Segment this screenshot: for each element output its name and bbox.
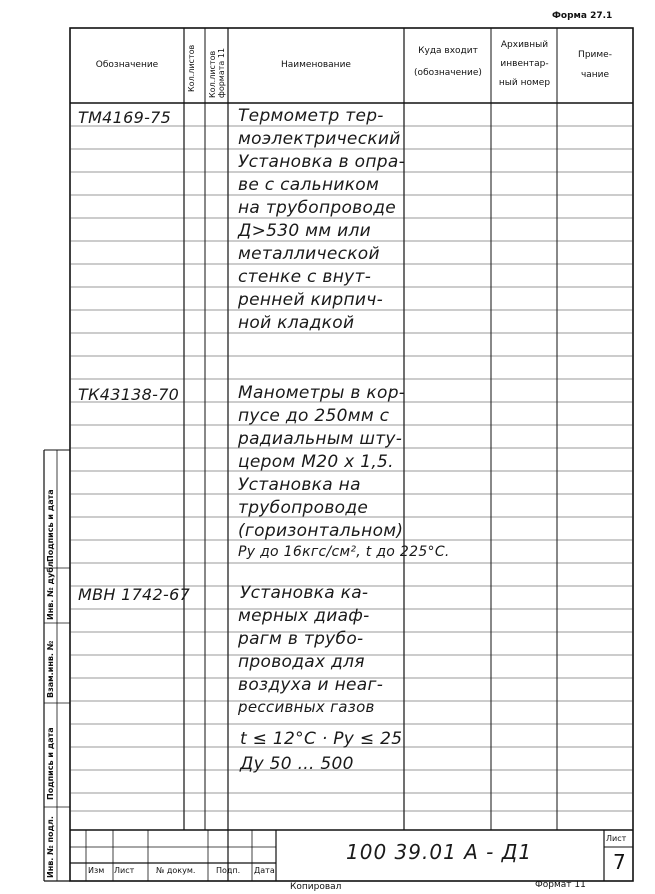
side-label-signature-date: Подпись и дата — [46, 727, 55, 800]
title-col-doc-number: № докум. — [156, 866, 196, 875]
entry-name-line: проводах для — [238, 652, 365, 672]
header-note-1: Приме- — [578, 50, 612, 60]
entry-name-line: на трубопроводе — [238, 198, 397, 218]
entry-name-line: металлической — [238, 244, 380, 264]
header-archive-1: Архивный — [500, 40, 549, 50]
entry-name-line: Ру до 16кгс/см², t до 225°С. — [238, 544, 450, 560]
side-label-signature-date-2: Подпись и дата — [46, 489, 55, 562]
header-where-used-2: (обозначение) — [414, 68, 482, 78]
entry-designation: ТК43138-70 — [78, 385, 180, 404]
title-col-signature: Подп. — [216, 866, 241, 875]
side-label-inv-original: Инв. № подл. — [46, 816, 55, 878]
entry-name-line: цером М20 х 1,5. — [238, 452, 394, 472]
entry-name-line: Установка ка- — [240, 583, 369, 603]
entry-name-line: (горизонтальном) — [238, 521, 404, 541]
footer-copied: Копировал — [290, 882, 342, 892]
entry-name-line: Установка на — [238, 475, 361, 495]
entry-name-line: моэлектрический — [238, 129, 401, 149]
entry-designation: ТМ4169-75 — [78, 108, 172, 127]
header-designation: Обозначение — [95, 60, 159, 70]
side-label-replace-inv: Взам.инв. № — [46, 640, 55, 698]
header-name: Наименование — [281, 60, 351, 70]
entry-name-line: Ду 50 ... 500 — [240, 754, 354, 774]
entry-name-line: стенке с внут- — [238, 267, 372, 287]
entry-name-line: Установка в опра- — [238, 152, 406, 172]
entry-designation: МВН 1742-67 — [78, 585, 191, 604]
entry-name-line: ной кладкой — [238, 313, 355, 333]
entry-name-line: t ≤ 12°С · Ру ≤ 25 — [240, 729, 403, 749]
header-archive-2: инвентар- — [500, 59, 549, 69]
entry-name-line: трубопроводе — [238, 498, 369, 518]
entry-name-line: Манометры в кор- — [238, 383, 406, 403]
title-col-change: Изм — [88, 866, 105, 875]
header-archive-3: ный номер — [498, 78, 551, 88]
entry-name-line: Д>530 мм или — [238, 221, 371, 241]
sheet-label: Лист — [606, 834, 627, 843]
form-label: Форма 27.1 — [552, 11, 613, 21]
side-label-inv-duplicate: Инв. № дубл. — [46, 558, 55, 620]
title-col-date: Дата — [254, 866, 275, 875]
footer-format: Формат 11 — [535, 880, 586, 890]
header-format-count: Кол.листов формата 11 — [208, 47, 226, 98]
entry-name-line: воздуха и неаг- — [238, 675, 384, 695]
entry-name-line: рагм в трубо- — [238, 629, 364, 649]
header-note-2: чание — [580, 70, 610, 80]
entry-name-line: пусе до 250мм с — [238, 406, 390, 426]
entry-name-line: ренней кирпич- — [238, 290, 384, 310]
entry-name-line: мерных диаф- — [238, 606, 370, 626]
document-code: 100 39.01 А - Д1 — [346, 840, 533, 864]
header-sheet-count: Кол.листов — [187, 44, 196, 92]
entry-name-line: рессивных газов — [238, 698, 375, 716]
sheet-number: 7 — [613, 850, 626, 874]
title-col-sheet: Лист — [114, 866, 135, 875]
entry-name-line: ве с сальником — [238, 175, 380, 195]
entry-name-line: Термометр тер- — [238, 106, 384, 126]
entry-name-line: радиальным шту- — [238, 429, 403, 449]
header-where-used-1: Куда входит — [418, 46, 478, 56]
